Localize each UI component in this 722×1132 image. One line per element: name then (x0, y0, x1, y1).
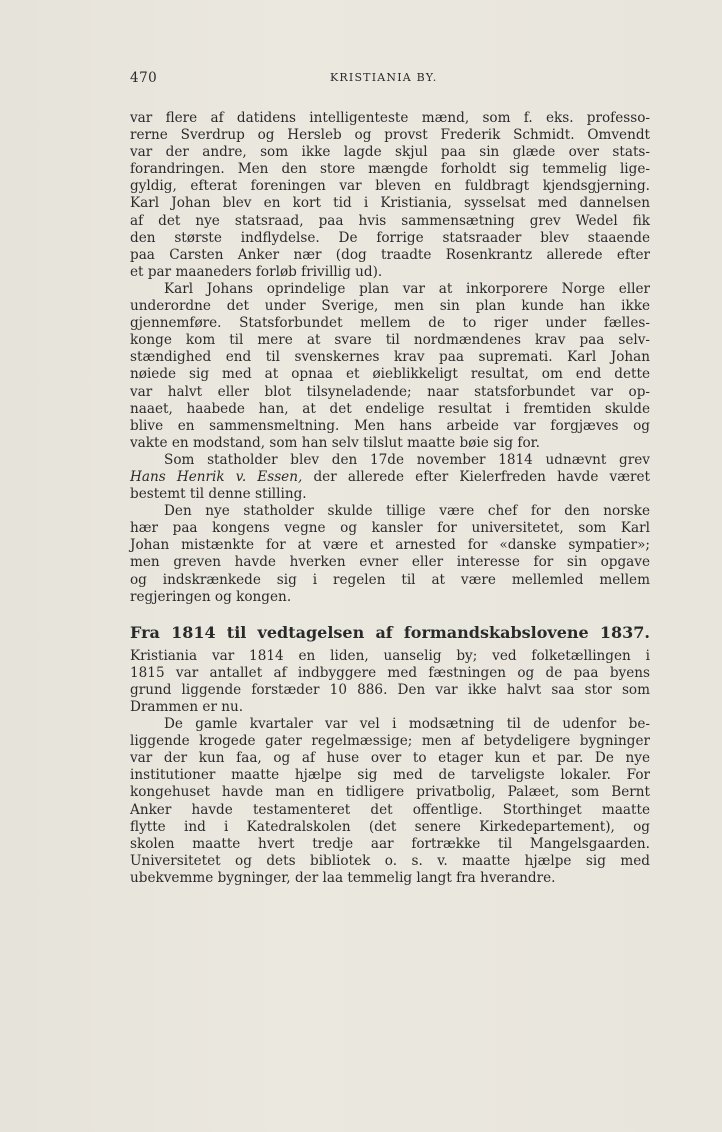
text-line: paa Carsten Anker nær (dog traadte Rosenkrantz allerede efter (130, 246, 650, 263)
text-line: 1815 var antallet af indbyggere med fæstningen og de paa byens (130, 664, 650, 681)
paragraph-2 (130, 281, 650, 452)
text-line: liggende krogede gater regelmæssige; men af betydeligere bygninger (130, 733, 650, 750)
text-line: grund liggende forstæder 10 886. Den var ikke halvt saa stor som (130, 681, 650, 698)
text-line: var der kun faa, og af huse over to etager kun et par. De nye (130, 750, 650, 767)
text-line: skolen maatte hvert tredje aar fortrække til Mangelsgaarden. (130, 835, 650, 852)
text-line: Som statholder blev den 17de november 1814 udnævnt grev (164, 451, 650, 468)
text-line: institutioner maatte hjælpe sig med de tarveligste lokaler. For (130, 767, 650, 784)
person-name: Hans Henrik v. Essen, (130, 468, 303, 485)
paragraph-3 (130, 452, 650, 503)
text-line: Anker havde testamenteret det offentlige. Storthinget maatte (130, 801, 650, 818)
running-head: KRISTIANIA BY. (330, 71, 438, 84)
text-line: et par maaneders forløb frivillig ud). (130, 263, 383, 280)
text-line: af det nye statsraad, paa hvis sammensætning grev Wedel fik (130, 212, 650, 229)
text-line: Kristiania var 1814 en liden, uanselig by; ved folketællingen i (130, 647, 650, 664)
text-line: den største indflydelse. De forrige statsraader blev staaende (130, 229, 650, 246)
text-line: ubekvemme bygninger, der laa temmelig langt fra hverandre. (130, 869, 556, 886)
body-text (130, 110, 650, 887)
text-line: De gamle kvartaler var vel i modsætning til de udenfor be- (164, 716, 650, 733)
text-line: kongehuset havde man en tidligere privatbolig, Palæet, som Bernt (130, 784, 650, 801)
text-line: Karl Johan blev en kort tid i Kristiania, sysselsat med dannelsen (130, 195, 650, 212)
paragraph-4 (130, 503, 650, 606)
paragraph-5 (130, 648, 650, 716)
text-line (130, 469, 650, 486)
text-line: bestemt til denne stilling. (130, 486, 307, 503)
text-line: gjennemføre. Statsforbundet mellem de to riger under fælles- (130, 315, 650, 332)
text-line: nøiede sig med at opnaa et øieblikkeligt resultat, om end dette (130, 366, 650, 383)
text-line: hær paa kongens vegne og kansler for universitetet, som Karl (130, 520, 650, 537)
text-line: naaet, haabede han, at det endelige resultat i fremtiden skulde (130, 400, 650, 417)
text-line: regjeringen og kongen. (130, 588, 292, 605)
paragraph-6 (130, 716, 650, 887)
text-line: forandringen. Men den store mængde forholdt sig temmelig lige- (130, 161, 650, 178)
text-line: Johan mistænkte for at være et arnested for «danske sympatier»; (130, 537, 650, 554)
text-line: Den nye statholder skulde tillige være chef for den norske (164, 503, 650, 520)
text-line: rerne Sverdrup og Hersleb og provst Frederik Schmidt. Omvendt (130, 127, 650, 144)
text-line: underordne det under Sverige, men sin plan kunde han ikke (130, 298, 650, 315)
page-header (130, 70, 650, 90)
section-heading: Fra 1814 til vedtagelsen af formandskabslovene 1837. (130, 622, 650, 642)
text-line: vakte en modstand, som han selv tilslut maatte bøie sig for. (130, 434, 540, 451)
text-line: og indskrænkede sig i regelen til at være mellemled mellem (130, 571, 650, 588)
text-line: var halvt eller blot tilsyneladende; naar statsforbundet var op- (130, 383, 650, 400)
text-line: men greven havde hverken evner eller interesse for sin opgave (130, 554, 650, 571)
text-line: Drammen er nu. (130, 699, 244, 715)
text-line: gyldig, efterat foreningen var bleven en fuldbragt kjendsgjerning. (130, 178, 650, 195)
text-line: stændighed end til svenskernes krav paa supremati. Karl Johan (130, 349, 650, 366)
text-line: var flere af datidens intelligenteste mænd, som f. eks. professo- (130, 110, 650, 126)
text-line: konge kom til mere at svare til nordmændenes krav paa selv- (130, 332, 650, 349)
text-line: Universitetet og dets bibliotek o. s. v. maatte hjælpe sig med (130, 852, 650, 869)
text-line: blive en sammensmeltning. Men hans arbeide var forgjæves og (130, 417, 650, 434)
text-line: Karl Johans oprindelige plan var at inkorporere Norge eller (164, 280, 650, 297)
paragraph-1 (130, 110, 650, 281)
text-line: flytte ind i Katedralskolen (det senere Kirkedepartement), og (130, 818, 650, 835)
page-number: 470 (130, 70, 158, 86)
text-line: var der andre, som ikke lagde skjul paa sin glæde over stats- (130, 144, 650, 161)
text-fragment: der allerede efter Kielerfreden havde været (302, 468, 650, 485)
